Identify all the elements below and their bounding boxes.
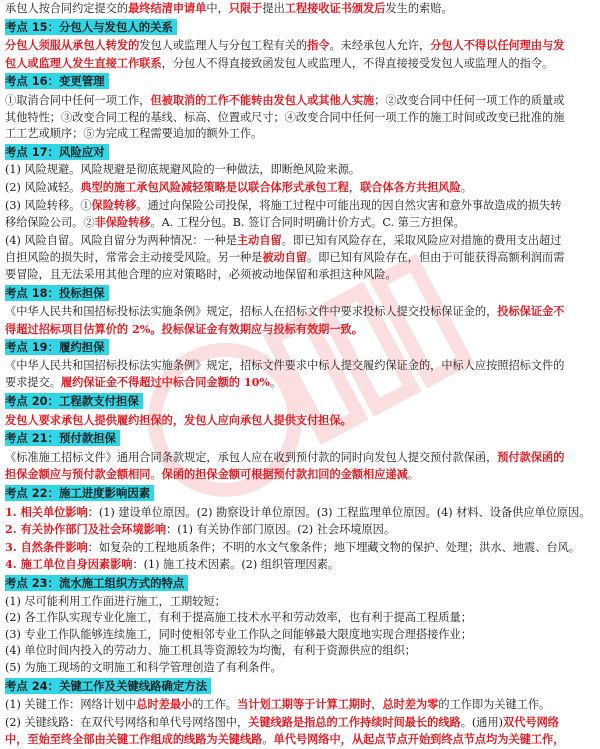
section-heading-label: 考点 16：变更管理 [5, 73, 109, 89]
emphasis-text: 被动自留 [262, 250, 308, 265]
text-line [5, 197, 595, 215]
body-text: (2) 风险减轻。 [5, 180, 81, 194]
text-line [5, 249, 595, 267]
body-text: 要求提交。 [5, 376, 61, 390]
text-line [5, 556, 595, 574]
body-text: (1) 关键工作：网络计划中 [5, 698, 137, 712]
text-line [5, 627, 595, 644]
emphasis-text: 3. 自然条件影响 [5, 539, 88, 554]
body-text: (1) 风险规避。风险规避是彻底规避风险的一种做法，即断绝风险来源。 [5, 163, 361, 177]
emphasis-text: 只限于 [228, 1, 263, 15]
section-heading [5, 144, 595, 162]
text-line [5, 594, 595, 611]
body-text: 。 [150, 468, 162, 482]
body-text: 的工作。 [192, 698, 237, 712]
section-heading-label: 考点 19：履约担保 [5, 339, 109, 355]
section-heading-label: 考点 18：投标担保 [5, 285, 109, 301]
body-text: 提出 [262, 2, 285, 15]
body-text: (4) 风险自留。风险自留分为两种情况：一种是 [5, 233, 237, 247]
emphasis-text: 非保险转移 [94, 215, 151, 230]
section-heading [5, 485, 595, 503]
emphasis-text: 包人或监理人发生直接工作联系 [5, 55, 162, 70]
section-heading [5, 430, 595, 448]
text-line [5, 466, 595, 484]
body-text: ；②改变合同中任何一项工作的质量或 [374, 93, 565, 107]
body-text: 发包人或监理人与分包工程有关的 [139, 39, 308, 53]
text-line [5, 214, 595, 232]
text-line [5, 714, 595, 732]
body-text: 。(通用) [460, 715, 504, 729]
body-text: 承包人按合同约定提交的 [5, 2, 129, 15]
body-text: ：如复杂的工程地质条件；不明的水文气象条件；地下埋藏文物的保护、处理；洪水、地震、台风。 [87, 540, 580, 554]
body-text: (2) 各工作队实现专业化施工，有利于提高施工技术水平和劳动效率，也有利于提高工程质量； [5, 611, 472, 625]
body-text: ，分包人不得直接致函发包人或监理人，不得直接接受发包人或监理人的指令。 [161, 56, 554, 70]
body-text: ， [348, 180, 361, 194]
section-heading [5, 73, 595, 91]
emphasis-text: 担保金额应与预付款金额相同 [5, 467, 151, 482]
section-heading-label: 考点 20：工程款支付担保 [5, 393, 143, 409]
body-text: 其他特性；③改变合同工程的基线、标高、位置或尺寸；④改变合同中任何一项工作的施工时间或改变已批准的施 [5, 110, 565, 124]
section-heading-label: 考点 21：预付款担保 [5, 430, 120, 446]
section-heading-label: 考点 24：关键工作及关键线路确定方法 [5, 678, 211, 694]
section-heading [5, 339, 595, 357]
text-line [5, 37, 595, 55]
emphasis-text: 履约保证金不得超过中标合同金额的 10% [60, 375, 271, 390]
body-text: (5) 为施工现场的文明施工和科学管理创造了有利条件。 [5, 660, 282, 674]
body-text: ：(1) 施工技术因素。(2) 组织管理因素。 [132, 558, 340, 572]
emphasis-text: 1. 相关单位影响 [5, 504, 88, 519]
emphasis-text: 联合体各方共担风险 [360, 179, 461, 194]
emphasis-text: 保险转移 [91, 197, 137, 212]
body-text: 。通过向保险公司投保，将施工过程中可能出现的因自然灾害和意外事故造成的损失转 [136, 198, 562, 212]
emphasis-text: 中，至始至终全部由关键工作组成的线路为关键线路 [5, 732, 263, 747]
emphasis-text: 发包人要求承包人提供履约担保的，发包人应向承包人提供支付担保。 [5, 412, 352, 427]
text-line [5, 449, 595, 467]
text-line [5, 321, 595, 339]
emphasis-text: 单代号网络中，从起点节点开始到终点节点均为关键工作， [273, 732, 565, 747]
document-body [5, 0, 595, 749]
emphasis-text: 双代号网络 [503, 714, 559, 729]
text-line [5, 374, 595, 392]
section-heading [5, 393, 595, 411]
body-text: (3) 专业工作队能够连续施工，同时使相邻专业工作队之间能够最大限度地实现合理搭接作业； [5, 627, 472, 641]
emphasis-text: 投标保证金不 [497, 304, 565, 319]
emphasis-text: 最终结清申请单 [128, 1, 207, 15]
text-line [5, 358, 595, 375]
text-line [5, 55, 595, 73]
text-line [5, 267, 595, 284]
section-heading [5, 19, 595, 37]
body-text: ：(1) 有关协作部门原因。(2) 社会环境原因。 [166, 523, 396, 537]
text-line [5, 0, 595, 18]
section-heading [5, 678, 595, 696]
text-line [5, 110, 595, 127]
text-line [5, 539, 595, 557]
body-text: 《标准施工招标文件》通用合同条款规定，承包人应在收到预付款的同时向发包人提交预付款保函， [5, 450, 498, 464]
emphasis-text: 指令 [307, 38, 330, 53]
text-line [5, 179, 595, 197]
emphasis-text: 得超过招标项目估算价的 2%。投标保证金有效期应与投标有效期一致。 [5, 321, 363, 336]
body-text: 要冒险，且无法采用其他合理的应对策略时，必须被动地保留和承担这种风险。 [5, 267, 397, 281]
emphasis-text: 总时差最小 [136, 697, 193, 712]
text-line [5, 92, 595, 110]
body-text: ①取消合同中任何一项工作， [5, 93, 151, 107]
body-text: 。未经承包人允许， [329, 39, 431, 53]
body-text: (2) 关键线路：在双代号网络和单代号网络图中， [5, 715, 249, 729]
body-text: 《中华人民共和国招标投标法实施条例》规定，招标文件要求中标人提交履约保证金的，中标人应按照招标文件的 [5, 358, 565, 372]
body-text: 。即已知有风险存在，采取风险应对措施的费用支出超过 [281, 233, 562, 247]
text-line [5, 610, 595, 627]
emphasis-text: 4. 施工单位自身因素影响 [5, 557, 133, 572]
text-line [5, 521, 595, 539]
body-text: 发生的索赔。 [385, 2, 453, 15]
text-line [5, 731, 595, 749]
text-line [5, 303, 595, 321]
body-text: (4) 单位时间内投入的劳动力、施工机具等资源较为均衡，有利于资源供应的组织； [5, 644, 416, 658]
text-line [5, 412, 595, 430]
emphasis-text: 分包人须服从承包人转发的 [5, 38, 140, 53]
body-text: 。A. 工程分包。B. 签订合同时明确计价方式。C. 第三方担保。 [150, 216, 465, 230]
body-text: 。 [270, 376, 282, 390]
body-text: 。 [262, 733, 274, 747]
text-line [5, 504, 595, 522]
section-heading-label: 考点 15：分包人与发包人的关系 [5, 19, 177, 35]
text-line [5, 232, 595, 250]
emphasis-text: 主动自留 [236, 232, 282, 247]
body-text: ：(1) 建设单位原因。(2) 勘察设计单位原因。(3) 工程监理单位原因。(4) 材料、设备供应单位原因。 [87, 505, 591, 519]
text-line [5, 126, 595, 143]
emphasis-text: 预付款保函的 [497, 449, 565, 464]
emphasis-text: 总时差为零 [382, 697, 439, 712]
body-text: 。即已知有风险存在，但由于可能获得高额利润而需 [307, 251, 565, 265]
body-text: 。 [407, 468, 419, 482]
body-text: (1) 尽可能利用工作面进行施工，工期较短； [5, 594, 226, 608]
body-text: 的工作即为关键工作。 [438, 698, 551, 712]
section-heading-label: 考点 17：风险应对 [5, 144, 109, 160]
body-text: 中， [206, 2, 229, 15]
section-heading [5, 285, 595, 303]
emphasis-text: 关键线路是指总的工作持续时间最长的线路 [248, 714, 461, 729]
section-heading-label: 考点 22：施工进度影响因素 [5, 485, 154, 501]
emphasis-text: 工程接收证书颁发后 [284, 1, 386, 15]
emphasis-text: 2. 有关协作部门及社会环境影响 [5, 522, 167, 537]
body-text: (3) 风险转移。① [5, 198, 92, 212]
body-text: ， [371, 698, 383, 712]
emphasis-text: 分包人不得以任何理由与发 [430, 38, 565, 53]
section-heading [5, 575, 595, 593]
text-line [5, 696, 595, 714]
body-text: 移给保险公司。② [5, 216, 95, 230]
emphasis-text: 典型的施工承包风险减轻策略是以联合体形式承包工程 [80, 179, 349, 194]
text-line [5, 643, 595, 660]
body-text: 。 [460, 180, 472, 194]
text-line [5, 162, 595, 179]
section-heading-label: 考点 23：流水施工组织方式的特点 [5, 575, 188, 591]
emphasis-text: 但被取消的工作不能转由发包人或其他人实施 [150, 92, 375, 107]
emphasis-text: 保函的担保金额可根据预付款扣回的金额相应递减 [161, 467, 408, 482]
body-text: 自担风险的损失时，常常会主动接受风险。另一种是 [5, 251, 263, 265]
emphasis-text: 当计划工期等于计算工期时 [237, 697, 372, 712]
body-text: 工工艺或顺序；⑤为完成工程需要追加的额外工作。 [5, 127, 263, 141]
body-text: 《中华人民共和国招标投标法实施条例》规定，招标人在招标文件中要求投标人提交投标保证金的， [5, 305, 498, 319]
text-line [5, 660, 595, 677]
